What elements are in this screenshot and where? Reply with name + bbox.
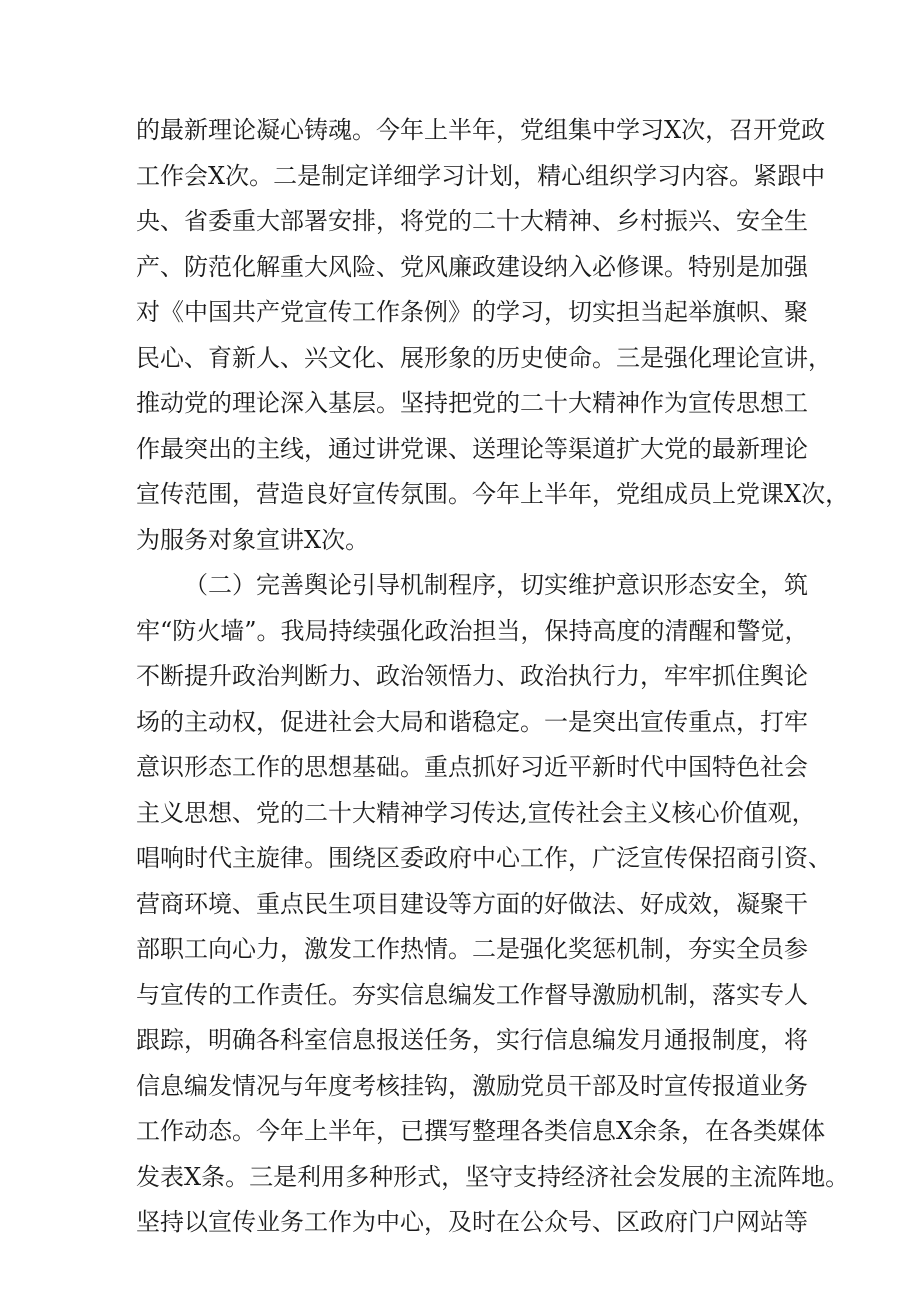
text-line: 为服务对象宣讲X次。 — [136, 525, 370, 554]
text-line: 场的主动权，促进社会大局和谐稳定。一是突出宣传重点，打牢 — [136, 707, 808, 736]
text-line: 作最突出的主线，通过讲党课、送理论等渠道扩大党的最新理论 — [136, 434, 808, 463]
text-line: 部职工向心力，激发工作热情。二是强化奖惩机制，夯实全员参 — [136, 935, 808, 963]
text-line: 主义思想、党的二十大精神学习传达,宣传社会主义核心价值观， — [136, 798, 816, 827]
text-line: 工作动态。今年上半年，已撰写整理各类信息X余条，在各类媒体 — [136, 1117, 826, 1145]
text-line: 产、防范化解重大风险、党风廉政建设纳入必修课。特别是加强 — [136, 252, 808, 281]
text-line: 唱响时代主旋律。围绕区委政府中心工作，广泛宣传保招商引资、 — [136, 844, 832, 872]
text-line: 牢“防火墙”。我局持续强化政治担当，保持高度的清醒和警觉， — [136, 616, 809, 645]
text-line: 坚持以宣传业务工作为中心，及时在公众号、区政府门户网站等 — [136, 1208, 808, 1236]
text-line: 信息编发情况与年度考核挂钩，激励党员干部及时宣传报道业务 — [136, 1071, 808, 1100]
section-heading-line: （二）完善舆论引导机制程序，切实维护意识形态安全，筑 — [184, 571, 808, 599]
text-line: 营商环境、重点民生项目建设等方面的好做法、好成效，凝聚干 — [136, 889, 808, 918]
text-line: 与宣传的工作责任。夯实信息编发工作督导激励机制，落实专人 — [136, 980, 808, 1009]
text-line: 宣传范围，营造良好宣传氛围。今年上半年，党组成员上党课X次， — [136, 480, 850, 508]
text-line: 意识形态工作的思想基础。重点抓好习近平新时代中国特色社会 — [136, 753, 808, 781]
text-line: 不断提升政治判断力、政治领悟力、政治执行力，牢牢抓住舆论 — [136, 662, 808, 690]
paragraph-1 — [136, 108, 850, 563]
text-line: 工作会X次。二是制定详细学习计划，精心组织学习内容。紧跟中 — [136, 161, 826, 190]
text-line: 的最新理论凝心铸魂。今年上半年，党组集中学习X次，召开党政 — [136, 116, 826, 144]
text-line: 推动党的理论深入基层。坚持把党的二十大精神作为宣传思想工 — [136, 389, 808, 417]
paragraph-2 — [136, 563, 850, 1246]
text-line: 央、省委重大部署安排，将党的二十大精神、乡村振兴、安全生 — [136, 207, 808, 235]
text-line: 跟踪，明确各科室信息报送任务，实行信息编发月通报制度，将 — [136, 1026, 808, 1054]
document-body — [136, 108, 850, 1246]
text-line: 民心、育新人、兴文化、展形象的历史使命。三是强化理论宣讲， — [136, 343, 832, 372]
text-line: 对《中国共产党宣传工作条例》的学习，切实担当起举旗帜、聚 — [136, 298, 808, 326]
text-line: 发表X条。三是利用多种形式，坚守支持经济社会发展的主流阵地。 — [136, 1162, 850, 1191]
